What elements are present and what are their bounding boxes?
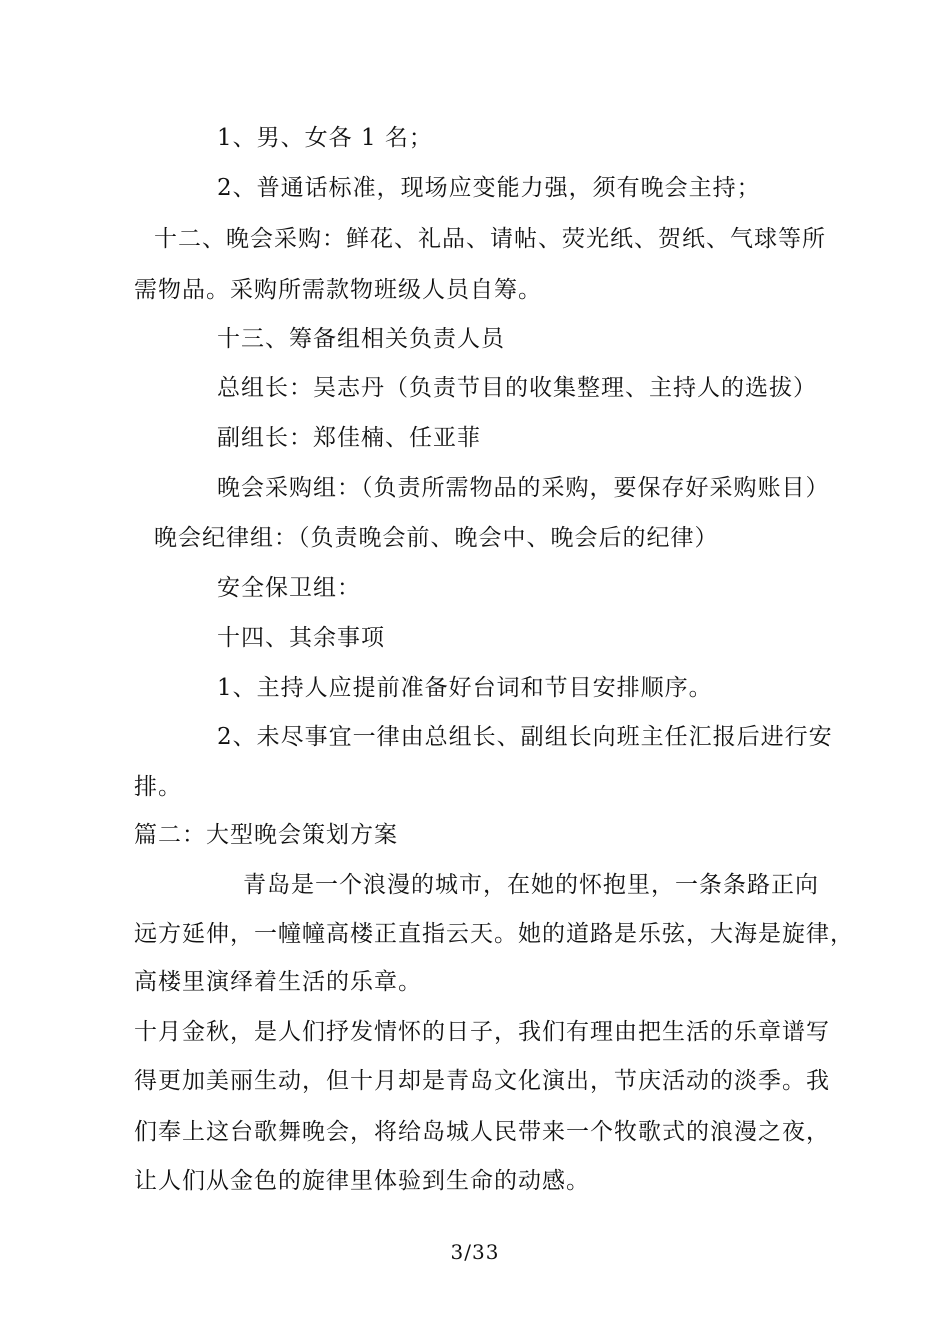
text-line: 1、男、女各 1 名； <box>217 125 433 151</box>
text-line: 总组长：吴志丹（负责节目的收集整理、主持人的选拔） <box>217 375 817 401</box>
text-line: 1、主持人应提前准备好台词和节目安排顺序。 <box>217 675 713 701</box>
text-line: 排。 <box>134 774 182 800</box>
text-line: 2、普通话标准，现场应变能力强，须有晚会主持； <box>217 175 761 201</box>
text-line: 晚会采购组：（负责所需物品的采购，要保存好采购账目） <box>217 475 830 501</box>
text-line: 十二、晚会采购：鲜花、礼品、请帖、荧光纸、贺纸、气球等所 <box>154 226 826 252</box>
section-heading: 十四、其余事项 <box>217 625 385 651</box>
text-line: 青岛是一个浪漫的城市，在她的怀抱里，一条条路正向 <box>243 872 819 898</box>
text-line: 得更加美丽生动，但十月却是青岛文化演出，节庆活动的淡季。我 <box>134 1068 830 1094</box>
text-line: 十月金秋，是人们抒发情怀的日子，我们有理由把生活的乐章谱写 <box>134 1019 830 1045</box>
text-line: 需物品。采购所需款物班级人员自筹。 <box>134 277 542 303</box>
text-line: 远方延伸，一幢幢高楼正直指云天。她的道路是乐弦，大海是旋律， <box>134 921 854 947</box>
text-line: 副组长：郑佳楠、任亚菲 <box>217 425 481 451</box>
text-line: 2、未尽事宜一律由总组长、副组长向班主任汇报后进行安 <box>217 724 833 750</box>
text-line: 安全保卫组： <box>217 575 361 601</box>
section-heading: 十三、筹备组相关负责人员 <box>217 326 505 352</box>
article-title: 篇二：大型晚会策划方案 <box>134 822 398 848</box>
text-line: 晚会纪律组：（负责晚会前、晚会中、晚会后的纪律） <box>154 525 719 551</box>
text-line: 们奉上这台歌舞晚会，将给岛城人民带来一个牧歌式的浪漫之夜， <box>134 1119 830 1145</box>
text-line: 让人们从金色的旋律里体验到生命的动感。 <box>134 1168 590 1194</box>
text-line: 高楼里演绎着生活的乐章。 <box>134 969 422 995</box>
page-number: 3/33 <box>450 1240 500 1264</box>
